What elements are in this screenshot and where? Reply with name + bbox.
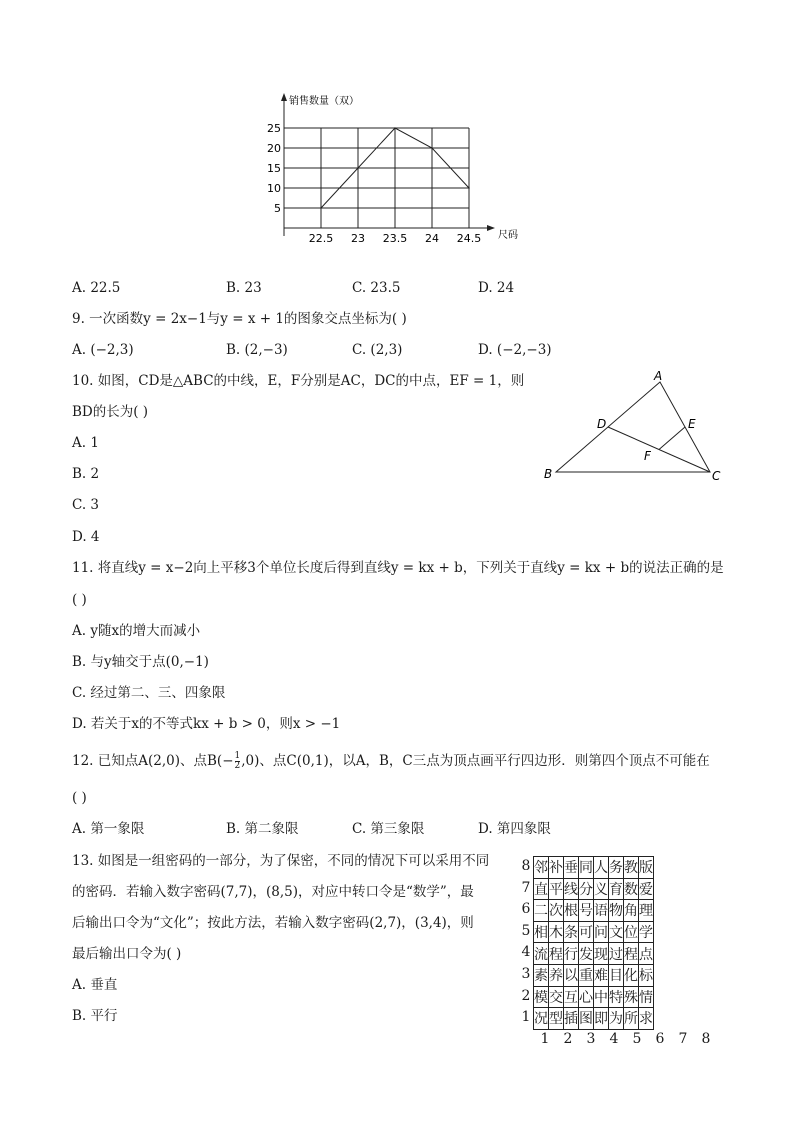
y-tick-label: 25 [267, 122, 281, 135]
grid-cell: 文 [609, 921, 624, 943]
q12-text-a: 12. 已知点A(2,0)、点B(− [72, 753, 234, 769]
y-axis-arrow [281, 93, 287, 101]
grid-row [534, 857, 654, 879]
q13-question-line4: 最后输出口令为( ) [72, 946, 182, 962]
label-d: D [597, 417, 607, 431]
grid-cell: 中 [594, 986, 609, 1008]
q11-question-line1: 11. 将直线y = x−2向上平移3个单位长度后得到直线y = kx + b，下列关于直线y = kx + b的说法正确的是 [72, 560, 724, 576]
grid-cell: 素 [534, 964, 549, 986]
grid-cell: 求 [639, 1008, 654, 1030]
grid-cell: 务 [609, 857, 624, 879]
password-grid-table [533, 856, 654, 1030]
label-b: B [544, 467, 553, 481]
q13-option-a[interactable]: A. 垂直 [72, 977, 118, 993]
x-axis-label: 尺码 [498, 230, 518, 241]
x-axis-arrow [487, 225, 495, 231]
grid-row [534, 943, 654, 965]
grid-cell: 根 [564, 900, 579, 922]
segment-ef [659, 427, 685, 450]
grid-cell: 教 [624, 857, 639, 879]
y-tick-label: 15 [267, 162, 281, 175]
grid-cell: 行 [564, 943, 579, 965]
grid-row-number: 7 [521, 879, 531, 896]
grid-cell: 模 [534, 986, 549, 1008]
q12-text-b: ,0)、点C(0,1)，以A，B，C三点为顶点画平行四边形．则第四个顶点不可能在 [241, 753, 710, 769]
label-f: F [644, 449, 651, 463]
grid-cell: 号 [579, 900, 594, 922]
grid-cell: 插 [564, 1008, 579, 1030]
grid-cell: 条 [564, 921, 579, 943]
grid-row-number: 6 [521, 901, 531, 918]
grid-cell: 心 [579, 986, 594, 1008]
grid-cell: 所 [624, 1008, 639, 1030]
grid-row-number: 8 [521, 858, 531, 874]
chart-grid [284, 128, 469, 228]
q9-option-d[interactable]: D. (−2,−3) [478, 342, 552, 358]
grid-cell: 为 [609, 1008, 624, 1030]
grid-col-number: 2 [563, 1030, 573, 1047]
grid-col-number: 6 [655, 1030, 665, 1047]
q12-frac-num: 1 [234, 751, 241, 761]
q8-option-b[interactable]: B. 23 [226, 280, 262, 296]
grid-row [534, 921, 654, 943]
q11-question-line2: ( ) [72, 592, 87, 608]
grid-row [534, 986, 654, 1008]
y-axis-label: 销售数量（双） [289, 96, 359, 107]
grid-cell: 分 [579, 878, 594, 900]
grid-row-number: 2 [521, 987, 531, 1004]
grid-cell: 现 [594, 943, 609, 965]
grid-col-number: 4 [609, 1030, 619, 1047]
q12-question-line2: ( ) [72, 790, 87, 806]
chart-axes [281, 93, 495, 236]
q11-option-b[interactable]: B. 与y轴交于点(0,−1) [72, 654, 209, 670]
grid-cell: 学 [639, 921, 654, 943]
grid-cell: 程 [549, 943, 564, 965]
q11-option-a[interactable]: A. y随x的增大而减小 [72, 623, 201, 639]
grid-cell: 同 [579, 857, 594, 879]
grid-cell: 重 [579, 964, 594, 986]
label-e: E [688, 417, 696, 431]
x-tick-label: 24 [425, 232, 439, 245]
grid-cell: 补 [549, 857, 564, 879]
grid-cell: 况 [534, 1008, 549, 1030]
grid-cell: 位 [624, 921, 639, 943]
grid-cell: 即 [594, 1008, 609, 1030]
grid-col-number: 8 [701, 1030, 711, 1047]
data-point [394, 127, 396, 129]
grid-cell: 版 [639, 857, 654, 879]
q13-option-b[interactable]: B. 平行 [72, 1008, 118, 1024]
grid-cell: 交 [549, 986, 564, 1008]
grid-cell: 角 [624, 900, 639, 922]
grid-cell: 图 [579, 1008, 594, 1030]
x-tick-label: 23 [351, 232, 365, 245]
q8-option-c[interactable]: C. 23.5 [352, 280, 401, 296]
q10-option-a[interactable]: A. 1 [72, 435, 99, 451]
sales-line-chart [255, 88, 535, 248]
grid-col-number: 5 [632, 1030, 642, 1047]
grid-cell: 育 [609, 878, 624, 900]
q12-option-a[interactable]: A. 第一象限 [72, 821, 145, 837]
q10-option-c[interactable]: C. 3 [72, 497, 100, 513]
grid-row [534, 1008, 654, 1030]
grid-row [534, 878, 654, 900]
grid-cell: 可 [579, 921, 594, 943]
q11-option-d[interactable]: D. 若关于x的不等式kx + b > 0，则x > −1 [72, 716, 341, 732]
grid-cell: 情 [639, 986, 654, 1008]
grid-row [534, 964, 654, 986]
grid-cell: 爱 [639, 878, 654, 900]
data-point [468, 187, 470, 189]
q12-option-d[interactable]: D. 第四象限 [478, 821, 551, 837]
grid-row-number: 5 [521, 922, 531, 939]
grid-cell: 特 [609, 986, 624, 1008]
q9-option-a[interactable]: A. (−2,3) [72, 342, 134, 358]
triangle-abc [556, 382, 710, 472]
grid-col-number: 1 [540, 1030, 550, 1047]
q11-option-c[interactable]: C. 经过第二、三、四象限 [72, 685, 226, 701]
grid-cell: 程 [624, 943, 639, 965]
grid-cell: 互 [564, 986, 579, 1008]
grid-cell: 物 [609, 900, 624, 922]
y-tick-label: 10 [267, 182, 281, 195]
q13-question-line2: 的密码．若输入数字密码(7,7)，(8,5)，对应中转口令是“数学”，最 [72, 884, 474, 900]
q12-question-line1 [72, 752, 710, 771]
q9-option-b[interactable]: B. (2,−3) [226, 342, 288, 358]
x-tick-label: 24.5 [456, 232, 482, 245]
triangle-figure [540, 368, 730, 486]
grid-cell: 义 [594, 878, 609, 900]
y-tick-label: 20 [267, 142, 281, 155]
grid-cell: 流 [534, 943, 549, 965]
grid-cell: 邻 [534, 857, 549, 879]
grid-cell: 直 [534, 878, 549, 900]
grid-cell: 难 [594, 964, 609, 986]
grid-cell: 目 [609, 964, 624, 986]
q10-question-line2: BD的长为( ) [72, 404, 149, 420]
grid-cell: 点 [639, 943, 654, 965]
grid-cell: 型 [549, 1008, 564, 1030]
grid-cell: 二 [534, 900, 549, 922]
data-point [431, 147, 433, 149]
q10-option-b[interactable]: B. 2 [72, 466, 100, 482]
grid-cell: 理 [639, 900, 654, 922]
q12-frac-den: 2 [234, 761, 241, 771]
grid-cell: 人 [594, 857, 609, 879]
grid-col-number: 3 [586, 1030, 596, 1047]
q13-question-line1: 13. 如图是一组密码的一部分，为了保密，不同的情况下可以采用不同 [72, 853, 490, 869]
grid-cell: 木 [549, 921, 564, 943]
grid-cell: 垂 [564, 857, 579, 879]
grid-cell: 相 [534, 921, 549, 943]
data-point [357, 167, 359, 169]
q9-option-c[interactable]: C. (2,3) [352, 342, 403, 358]
q9-question: 9. 一次函数y = 2x−1与y = x + 1的图象交点坐标为( ) [72, 311, 407, 327]
grid-cell: 线 [564, 878, 579, 900]
grid-cell: 问 [594, 921, 609, 943]
y-tick-labels [267, 122, 281, 215]
grid-cell: 过 [609, 943, 624, 965]
grid-col-number: 7 [678, 1030, 688, 1047]
q12-fraction [235, 752, 241, 771]
label-a: A [654, 369, 663, 383]
grid-cell: 养 [549, 964, 564, 986]
grid-cell: 次 [549, 900, 564, 922]
q12-option-c[interactable]: C. 第三象限 [352, 821, 425, 837]
grid-cell: 发 [579, 943, 594, 965]
grid-row-number: 1 [521, 1009, 531, 1026]
y-tick-label: 5 [274, 202, 281, 215]
grid-cell: 化 [624, 964, 639, 986]
data-point [320, 207, 322, 209]
label-c: C [712, 469, 721, 483]
grid-row-number: 4 [521, 944, 531, 961]
q12-option-b[interactable]: B. 第二象限 [226, 821, 299, 837]
grid-cell: 数 [624, 878, 639, 900]
grid-cell: 标 [639, 964, 654, 986]
grid-cell: 语 [594, 900, 609, 922]
q10-option-d[interactable]: D. 4 [72, 529, 100, 545]
grid-cell: 以 [564, 964, 579, 986]
x-tick-label: 22.5 [308, 232, 334, 245]
q8-option-a[interactable]: A. 22.5 [72, 280, 121, 296]
q8-option-d[interactable]: D. 24 [478, 280, 515, 296]
x-tick-labels [309, 232, 482, 245]
grid-cell: 平 [549, 878, 564, 900]
q13-question-line3: 后输出口令为“文化”；按此方法，若输入数字密码(2,7)，(3,4)，则 [72, 915, 474, 931]
x-tick-label: 23.5 [382, 232, 408, 245]
grid-row-number: 3 [521, 966, 531, 982]
grid-row [534, 900, 654, 922]
q10-question-line1: 10. 如图，CD是△ABC的中线，E，F分别是AC，DC的中点，EF = 1，则 [72, 373, 525, 389]
grid-cell: 殊 [624, 986, 639, 1008]
